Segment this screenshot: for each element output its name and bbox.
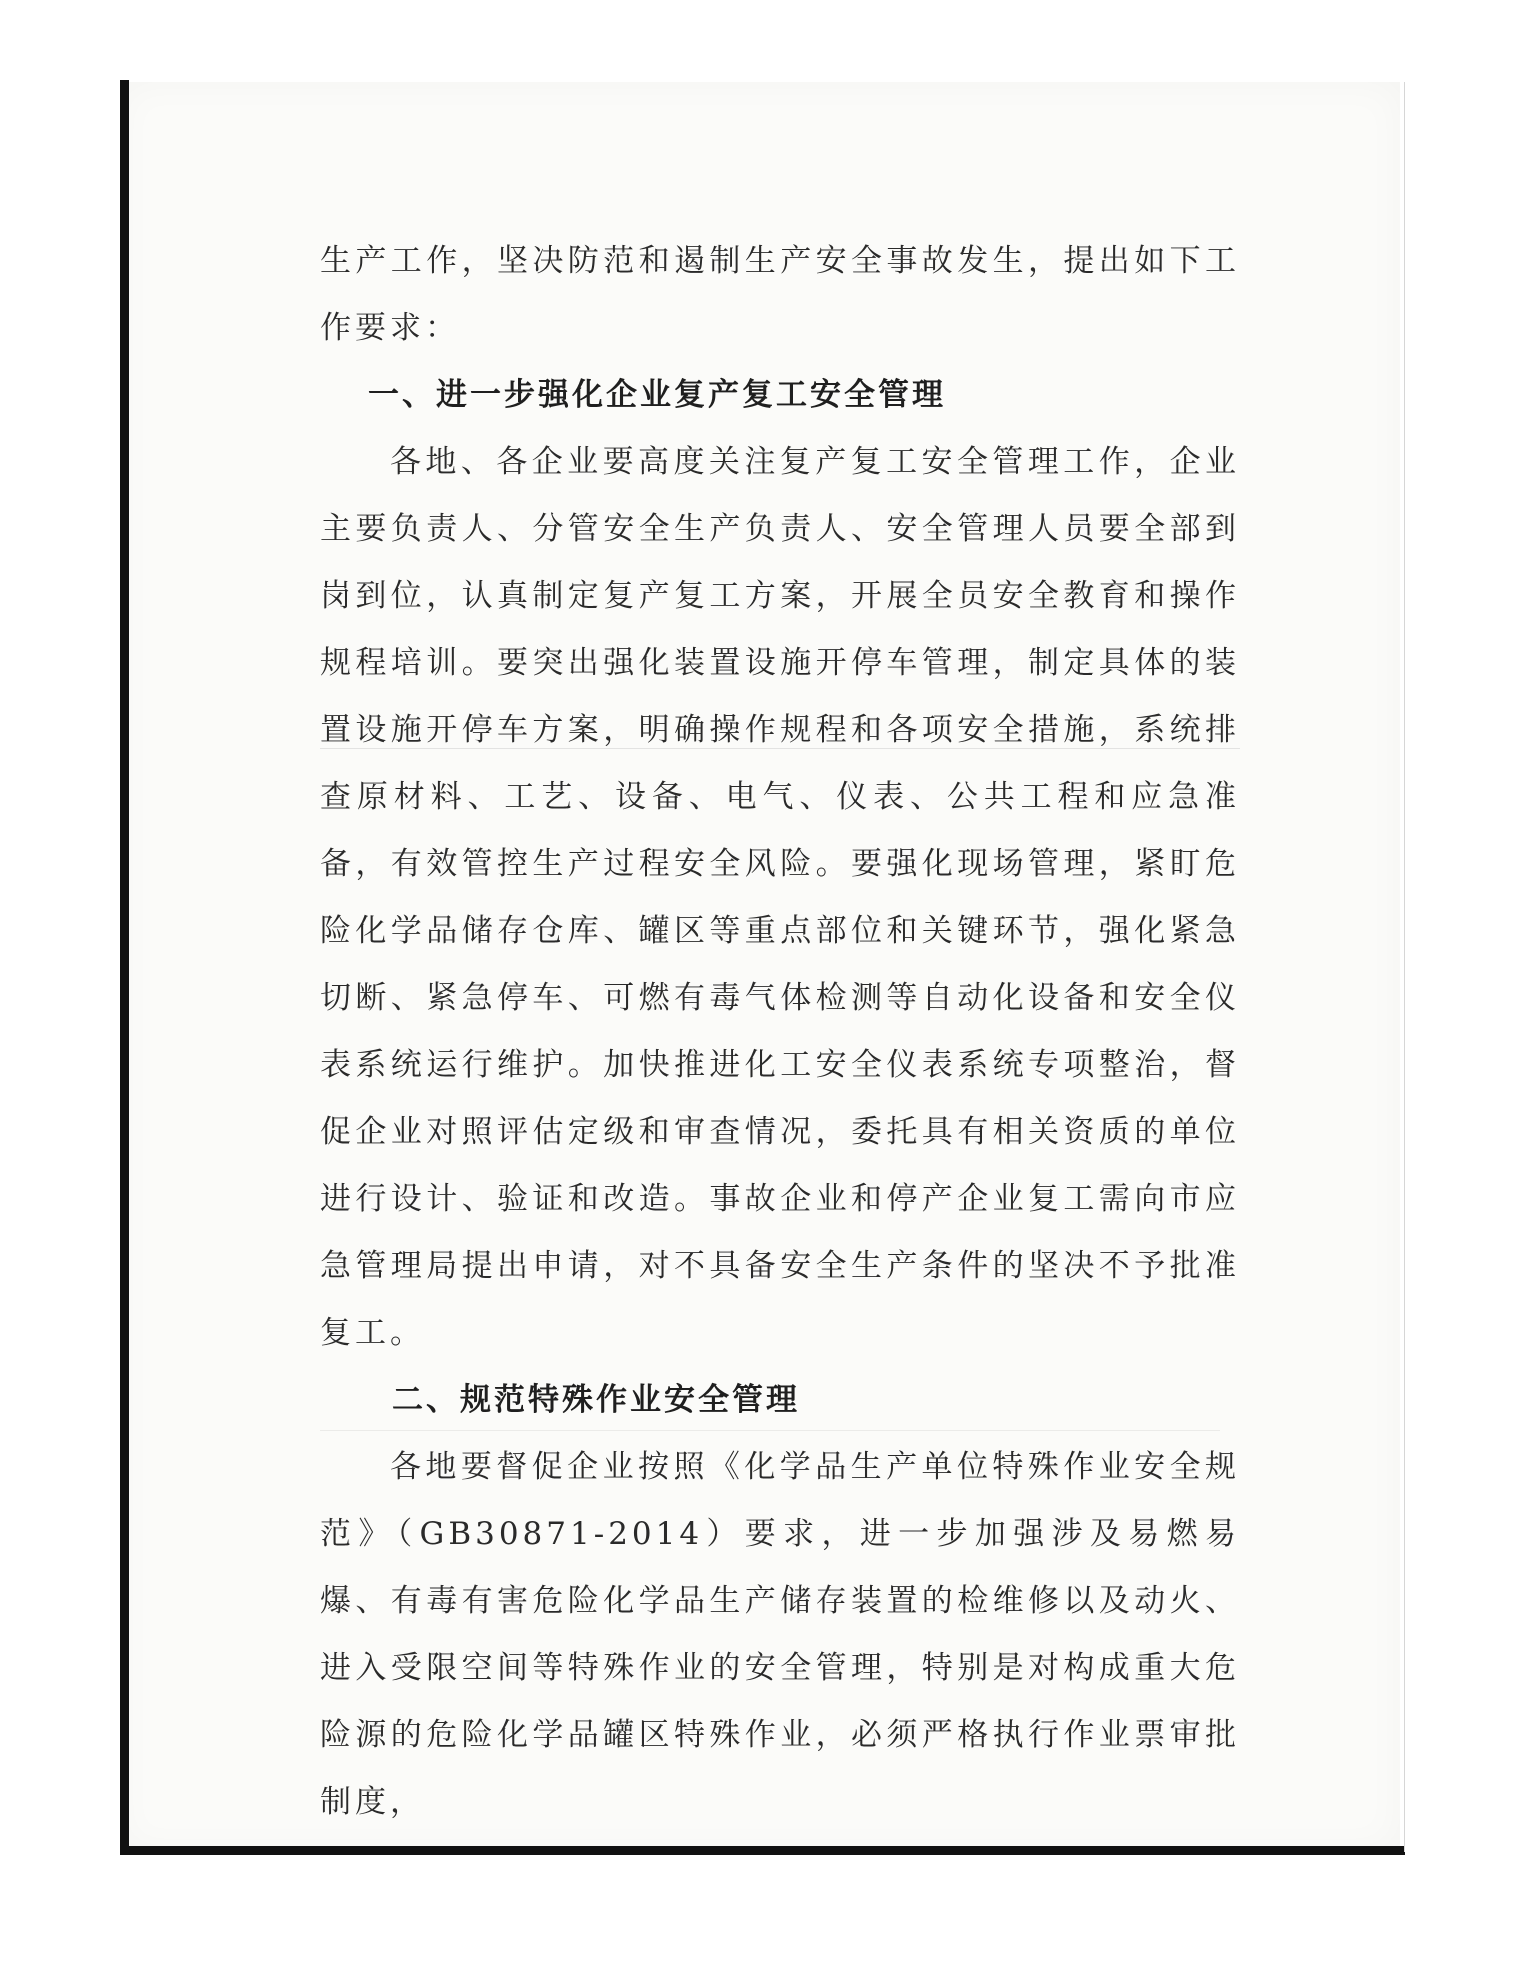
document-body xyxy=(320,228,1240,1836)
section-2-paragraph: 各地要督促企业按照《化学品生产单位特殊作业安全规范》（GB30871-2014）要求，进一步加强涉及易燃易爆、有毒有害危险化学品生产储存装置的检维修以及动火、进入受限空间等特殊作业的安全管理，特别是对构成重大危险源的危险化学品罐区特殊作业，必须严格执行作业票审批制度， xyxy=(320,1449,1240,1820)
paragraph-continuation: 生产工作，坚决防范和遏制生产安全事故发生，提出如下工作要求： xyxy=(320,243,1240,346)
scan-edge-left xyxy=(120,80,129,1855)
scan-edge-bottom xyxy=(120,1846,1405,1855)
section-heading-2: 二、规范特殊作业安全管理 xyxy=(392,1382,800,1418)
section-1-paragraph: 各地、各企业要高度关注复产复工安全管理工作，企业主要负责人、分管安全生产负责人、安全管理人员要全部到岗到位，认真制定复产复工方案，开展全员安全教育和操作规程培训。要突出强化装置设施开停车管理，制定具体的装置设施开停车方案，明确操作规程和各项安全措施，系统排查原材料、工艺、设备、电气、仪表、公共工程和应急准备，有效管控生产过程安全风险。要强化现场管理，紧盯危险化学品储存仓库、罐区等重点部位和关键环节，强化紧急切断、紧急停车、可燃有毒气体检测等自动化设备和安全仪表系统运行维护。加快推进化工安全仪表系统专项整治，督促企业对照评估定级和审查情况，委托具有相关资质的单位进行设计、验证和改造。事故企业和停产企业复工需向市应急管理局提出申请，对不具备安全生产条件的坚决不予批准复工。 xyxy=(320,444,1240,1351)
section-heading-1: 一、进一步强化企业复产复工安全管理 xyxy=(368,377,946,413)
scan-edge-right xyxy=(1404,82,1405,1852)
